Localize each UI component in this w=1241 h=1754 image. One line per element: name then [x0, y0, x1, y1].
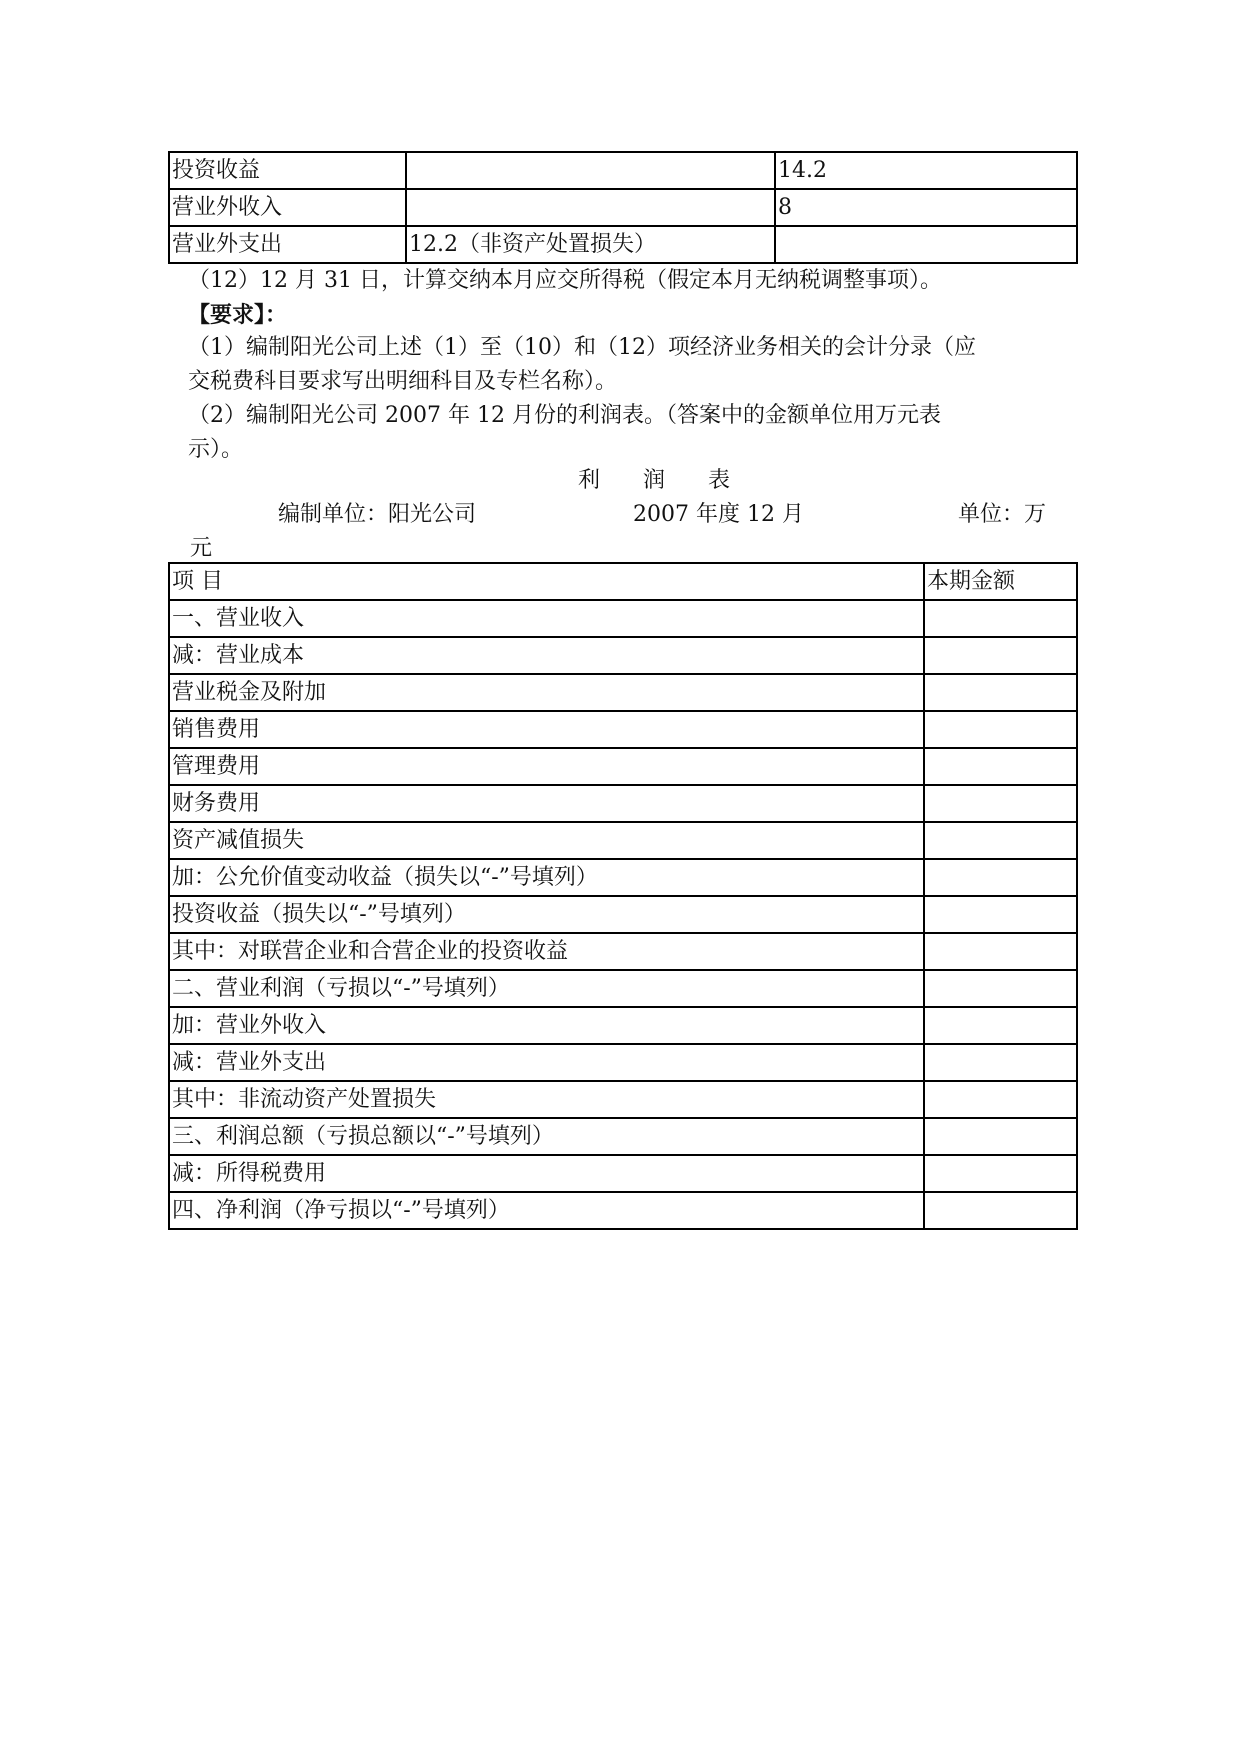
item-cell: 减：营业成本	[169, 637, 924, 674]
table-row	[169, 970, 1077, 1007]
amount-cell	[924, 785, 1077, 822]
item-header: 项 目	[169, 563, 924, 600]
table-header-row	[169, 563, 1077, 600]
requirements-heading: 【要求】：	[188, 302, 288, 328]
table-row	[169, 822, 1077, 859]
credit-cell	[775, 226, 1077, 263]
amount-cell	[924, 933, 1077, 970]
account-name-cell: 投资收益	[169, 152, 406, 189]
item-cell: 减：营业外支出	[169, 1044, 924, 1081]
amount-cell	[924, 1081, 1077, 1118]
table-row	[169, 189, 1077, 226]
item-cell: 其中：非流动资产处置损失	[169, 1081, 924, 1118]
preparer-label: 编制单位：阳光公司	[278, 502, 477, 527]
account-name-cell: 营业外收入	[169, 189, 406, 226]
table-row	[169, 1081, 1077, 1118]
table-row	[169, 859, 1077, 896]
amount-cell	[924, 1007, 1077, 1044]
item-cell: 管理费用	[169, 748, 924, 785]
table-row	[169, 785, 1077, 822]
table-row	[169, 600, 1077, 637]
currency-unit-wrap: 元	[190, 536, 213, 561]
table-row	[169, 226, 1077, 263]
item-cell: 减：所得税费用	[169, 1155, 924, 1192]
table-row	[169, 933, 1077, 970]
item-cell: 加：营业外收入	[169, 1007, 924, 1044]
table-row	[169, 637, 1077, 674]
item-cell: 一、营业收入	[169, 600, 924, 637]
income-statement-table	[168, 562, 1078, 1230]
amount-cell	[924, 600, 1077, 637]
amount-cell	[924, 748, 1077, 785]
item-cell: 三、利润总额（亏损总额以“-”号填列）	[169, 1118, 924, 1155]
amount-cell	[924, 1192, 1077, 1229]
credit-cell: 14.2	[775, 152, 1077, 189]
amount-cell	[924, 674, 1077, 711]
table-row	[169, 896, 1077, 933]
statement-title: 利 润 表	[578, 468, 748, 493]
debit-cell: 12.2（非资产处置损失）	[406, 226, 775, 263]
item-cell: 销售费用	[169, 711, 924, 748]
requirement-1-line-1: （1）编制阳光公司上述（1）至（10）和（12）项经济业务相关的会计分录（应	[188, 335, 976, 360]
item-cell: 资产减值损失	[169, 822, 924, 859]
ledger-table	[168, 151, 1078, 264]
item-cell: 四、净利润（净亏损以“-”号填列）	[169, 1192, 924, 1229]
note-12-text: （12）12 月 31 日，计算交纳本月应交所得税（假定本月无纳税调整事项）。	[188, 268, 942, 293]
amount-cell	[924, 1155, 1077, 1192]
table-row	[169, 748, 1077, 785]
requirement-2-line-1: （2）编制阳光公司 2007 年 12 月份的利润表。（答案中的金额单位用万元表	[188, 403, 941, 428]
item-cell: 其中：对联营企业和合营企业的投资收益	[169, 933, 924, 970]
amount-cell	[924, 822, 1077, 859]
amount-cell	[924, 1044, 1077, 1081]
table-row	[169, 711, 1077, 748]
item-cell: 投资收益（损失以“-”号填列）	[169, 896, 924, 933]
account-name-cell: 营业外支出	[169, 226, 406, 263]
item-cell: 加：公允价值变动收益（损失以“-”号填列）	[169, 859, 924, 896]
amount-cell	[924, 859, 1077, 896]
debit-cell	[406, 152, 775, 189]
amount-cell	[924, 896, 1077, 933]
requirement-2-line-2: 示）。	[188, 437, 244, 462]
currency-unit-label: 单位：万	[958, 502, 1047, 527]
table-row	[169, 674, 1077, 711]
item-cell: 二、营业利润（亏损以“-”号填列）	[169, 970, 924, 1007]
item-cell: 营业税金及附加	[169, 674, 924, 711]
amount-cell	[924, 711, 1077, 748]
period-label: 2007 年度 12 月	[633, 502, 804, 527]
amount-cell	[924, 1118, 1077, 1155]
credit-cell: 8	[775, 189, 1077, 226]
table-row	[169, 1007, 1077, 1044]
item-cell: 财务费用	[169, 785, 924, 822]
amount-cell	[924, 637, 1077, 674]
table-row	[169, 1192, 1077, 1229]
table-row	[169, 1118, 1077, 1155]
debit-cell	[406, 189, 775, 226]
requirement-1-line-2: 交税费科目要求写出明细科目及专栏名称）。	[188, 369, 618, 394]
table-row	[169, 152, 1077, 189]
amount-cell	[924, 970, 1077, 1007]
table-row	[169, 1155, 1077, 1192]
table-row	[169, 1044, 1077, 1081]
amount-header: 本期金额	[924, 563, 1077, 600]
